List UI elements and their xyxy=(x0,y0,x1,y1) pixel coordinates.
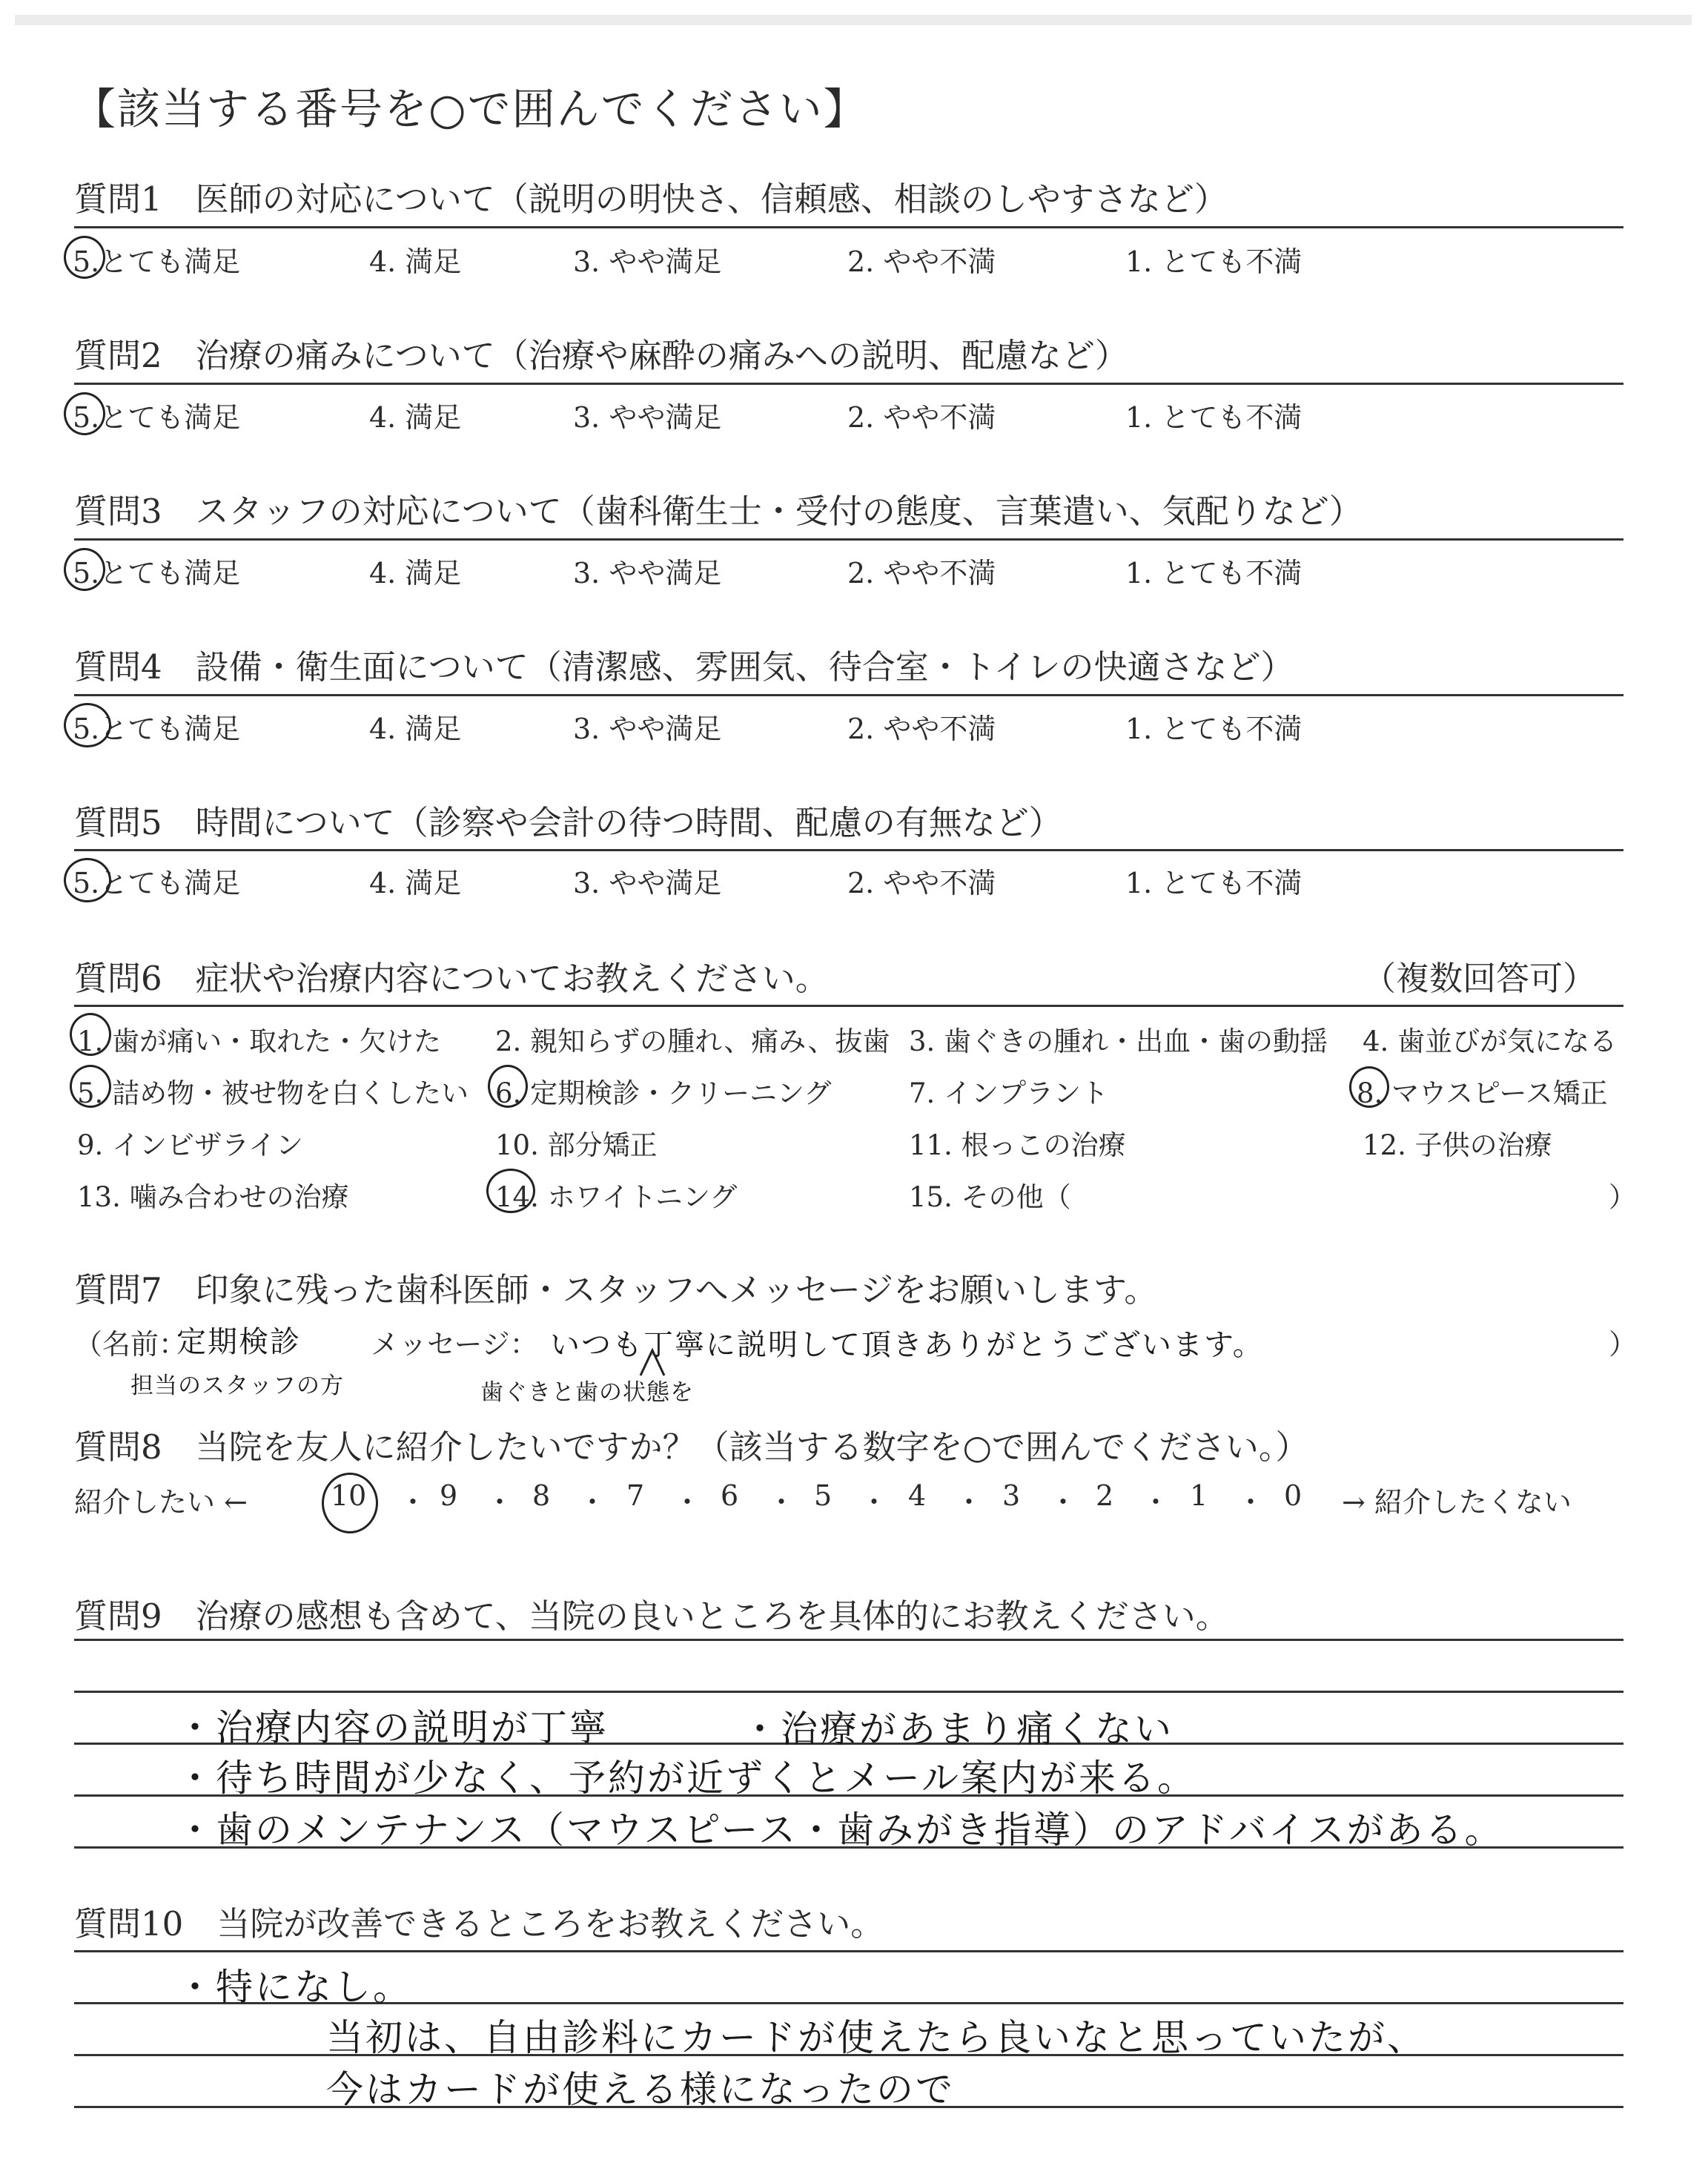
q5-selection-circle xyxy=(64,858,111,902)
q9-answer-2[interactable]: ・待ち時間が少なく、予約が近ずくとメール案内が来る。 xyxy=(176,1757,1196,1800)
q4-title: 質問4 設備・衛生面について（清潔感、雰囲気、待合室・トイレの快適さなど） xyxy=(74,647,1294,687)
q8-dot: ・ xyxy=(860,1486,889,1519)
q2-option-4[interactable]: 4. 満足 xyxy=(369,401,462,434)
q1-option-2[interactable]: 2. やや不満 xyxy=(847,245,996,278)
q5-title: 質問5 時間について（診察や会計の待つ時間、配慮の有無など） xyxy=(74,803,1062,842)
q9-title: 質問9 治療の感想も含めて、当院の良いところを具体的にお教えください。 xyxy=(74,1596,1229,1636)
q9-rule-1 xyxy=(74,1639,1623,1641)
page-heading: 【該当する番号を○で囲んでください】 xyxy=(73,84,868,134)
q8-scale-4[interactable]: 4 xyxy=(908,1479,927,1512)
q3-option-3[interactable]: 3. やや満足 xyxy=(573,557,722,589)
q8-scale-5[interactable]: 5 xyxy=(814,1479,833,1512)
q6-item-1[interactable]: 1. 歯が痛い・取れた・欠けた xyxy=(77,1025,442,1057)
q8-dot: ・ xyxy=(1142,1486,1171,1519)
q5-option-4[interactable]: 4. 満足 xyxy=(369,867,462,899)
q6-item-12[interactable]: 12. 子供の治療 xyxy=(1363,1129,1552,1161)
q6-item-3[interactable]: 3. 歯ぐきの腫れ・出血・歯の動揺 xyxy=(909,1025,1328,1057)
q10-answer-1[interactable]: ・特になし。 xyxy=(176,1966,412,2009)
q7-name-label: （名前： xyxy=(74,1328,188,1361)
q6-circle-14 xyxy=(486,1169,535,1213)
q7-message-handwritten[interactable]: いつも丁寧に説明して頂きありがとうございます。 xyxy=(550,1328,1264,1362)
q3-selection-circle xyxy=(64,548,105,591)
q4-option-3[interactable]: 3. やや満足 xyxy=(573,713,722,745)
q8-dot: ・ xyxy=(399,1486,428,1519)
q8-dot: ・ xyxy=(955,1486,984,1519)
q4-option-2[interactable]: 2. やや不満 xyxy=(847,713,996,745)
q2-option-2[interactable]: 2. やや不満 xyxy=(847,401,996,434)
q6-item-6[interactable]: 6. 定期検診・クリーニング xyxy=(495,1077,832,1109)
q6-item-14[interactable]: 14. ホワイトニング xyxy=(495,1181,738,1213)
q8-dot: ・ xyxy=(673,1486,702,1519)
q6-item-8[interactable]: 8. マウスピース矯正 xyxy=(1357,1077,1608,1109)
q10-title: 質問10 当院が改善できるところをお教えください。 xyxy=(74,1904,884,1943)
q2-option-1[interactable]: 1. とても不満 xyxy=(1125,401,1302,434)
q5-option-2[interactable]: 2. やや不満 xyxy=(847,867,996,899)
q8-scale-8[interactable]: 8 xyxy=(532,1479,551,1512)
q3-title: 質問3 スタッフの対応について（歯科衛生士・受付の態度、言葉遣い、気配りなど） xyxy=(74,492,1363,531)
q6-circle-8 xyxy=(1349,1066,1389,1108)
q5-option-5[interactable]: 5.とても満足 xyxy=(73,867,241,899)
q5-option-1[interactable]: 1. とても不満 xyxy=(1125,867,1302,899)
q5-option-3[interactable]: 3. やや満足 xyxy=(573,867,722,899)
q6-item-9[interactable]: 9. インビザライン xyxy=(77,1129,303,1161)
q7-name-handwritten[interactable]: 定期検診 xyxy=(176,1325,301,1359)
q10-rule-1 xyxy=(74,1950,1623,1952)
q4-option-1[interactable]: 1. とても不満 xyxy=(1125,713,1302,745)
q5-rule xyxy=(74,849,1623,851)
q6-circle-1 xyxy=(70,1013,111,1056)
q9-answer-3[interactable]: ・歯のメンテナンス（マウスピース・歯みがき指導）のアドバイスがある。 xyxy=(176,1809,1504,1852)
q9-answer-1[interactable]: ・治療内容の説明が丁寧 xyxy=(176,1706,609,1749)
q6-item-5[interactable]: 5. 詰め物・被せ物を白くしたい xyxy=(77,1077,469,1109)
q3-option-1[interactable]: 1. とても不満 xyxy=(1125,557,1302,589)
q2-title: 質問2 治療の痛みについて（治療や麻酔の痛みへの説明、配慮など） xyxy=(74,336,1128,375)
q1-option-1[interactable]: 1. とても不満 xyxy=(1125,245,1302,278)
q4-option-4[interactable]: 4. 満足 xyxy=(369,713,462,745)
q6-item-15[interactable]: 15. その他（ xyxy=(909,1181,1071,1213)
q6-title: 質問6 症状や治療内容についてお教えください。 xyxy=(74,959,829,998)
q6-item-10[interactable]: 10. 部分矯正 xyxy=(495,1129,658,1161)
q6-item-7[interactable]: 7. インプラント xyxy=(909,1077,1109,1109)
q10-answer-3[interactable]: 今はカードが使える様になったので xyxy=(326,2068,955,2111)
q6-item-13[interactable]: 13. 噛み合わせの治療 xyxy=(77,1181,349,1213)
q6-item-4[interactable]: 4. 歯並びが気になる xyxy=(1363,1025,1618,1057)
q8-scale-10[interactable]: 10 xyxy=(331,1479,367,1512)
q8-scale-2[interactable]: 2 xyxy=(1096,1479,1114,1512)
q4-rule xyxy=(74,694,1623,696)
q10-answer-2[interactable]: 当初は、自由診料にカードが使えたら良いなと思っていたが、 xyxy=(326,2016,1426,2059)
q6-circle-5 xyxy=(70,1065,111,1108)
q2-selection-circle xyxy=(64,392,105,435)
q8-selection-circle xyxy=(322,1473,378,1533)
q8-scale-7[interactable]: 7 xyxy=(626,1479,645,1512)
q6-rule xyxy=(74,1005,1623,1007)
q7-message-insert-handwritten: 歯ぐきと歯の状態を xyxy=(480,1379,694,1406)
q1-title: 質問1 医師の対応について（説明の明快さ、信頼感、相談のしやすさなど） xyxy=(74,179,1228,219)
q7-close-paren: ） xyxy=(1609,1328,1638,1361)
q4-option-5[interactable]: 5.とても満足 xyxy=(73,713,241,745)
q6-item-11[interactable]: 11. 根っこの治療 xyxy=(909,1129,1126,1161)
q8-dot: ・ xyxy=(767,1486,796,1519)
q6-multiple-answer-note: （複数回答可） xyxy=(1363,959,1597,998)
q6-item-15-close: ） xyxy=(1609,1181,1636,1213)
q8-right-label: → 紹介したくない xyxy=(1342,1486,1572,1519)
q8-scale-9[interactable]: 9 xyxy=(440,1479,458,1512)
q1-option-3[interactable]: 3. やや満足 xyxy=(573,245,722,278)
scan-top-edge xyxy=(15,15,1692,25)
q8-scale-1[interactable]: 1 xyxy=(1190,1479,1208,1512)
q3-option-4[interactable]: 4. 満足 xyxy=(369,557,462,589)
q8-title: 質問8 当院を友人に紹介したいですか？（該当する数字を○で囲んでください。） xyxy=(74,1427,1309,1467)
q3-rule xyxy=(74,538,1623,541)
q1-selection-circle xyxy=(64,236,105,279)
q2-option-3[interactable]: 3. やや満足 xyxy=(573,401,722,434)
q2-rule xyxy=(74,383,1623,385)
q2-option-5[interactable]: 5.とても満足 xyxy=(73,401,241,434)
caret-insert-mark xyxy=(638,1346,667,1379)
q8-dot: ・ xyxy=(1237,1486,1265,1519)
q7-message-label: メッセージ： xyxy=(371,1328,538,1361)
q8-scale-3[interactable]: 3 xyxy=(1002,1479,1021,1512)
q7-name-note-handwritten: 担当のスタッフの方 xyxy=(130,1373,344,1399)
q3-option-2[interactable]: 2. やや不満 xyxy=(847,557,996,589)
q6-item-2[interactable]: 2. 親知らずの腫れ、痛み、抜歯 xyxy=(495,1025,890,1057)
q3-option-5[interactable]: 5.とても満足 xyxy=(73,557,241,589)
q8-scale-6[interactable]: 6 xyxy=(721,1479,739,1512)
q4-selection-circle xyxy=(64,703,111,747)
q8-left-label: 紹介したい ← xyxy=(74,1486,248,1519)
q7-title: 質問7 印象に残った歯科医師・スタッフへメッセージをお願いします。 xyxy=(74,1270,1158,1309)
q6-circle-6 xyxy=(488,1065,528,1108)
q1-rule xyxy=(74,226,1623,228)
q8-scale-0[interactable]: 0 xyxy=(1284,1479,1302,1512)
q1-option-4[interactable]: 4. 満足 xyxy=(369,245,462,278)
q8-dot: ・ xyxy=(578,1486,607,1519)
q9-rule-2 xyxy=(74,1691,1623,1693)
q8-dot: ・ xyxy=(486,1486,514,1519)
q1-option-5[interactable]: 5.とても満足 xyxy=(73,245,241,278)
q8-dot: ・ xyxy=(1049,1486,1078,1519)
q9-answer-1b[interactable]: ・治療があまり痛くない xyxy=(741,1708,1174,1751)
